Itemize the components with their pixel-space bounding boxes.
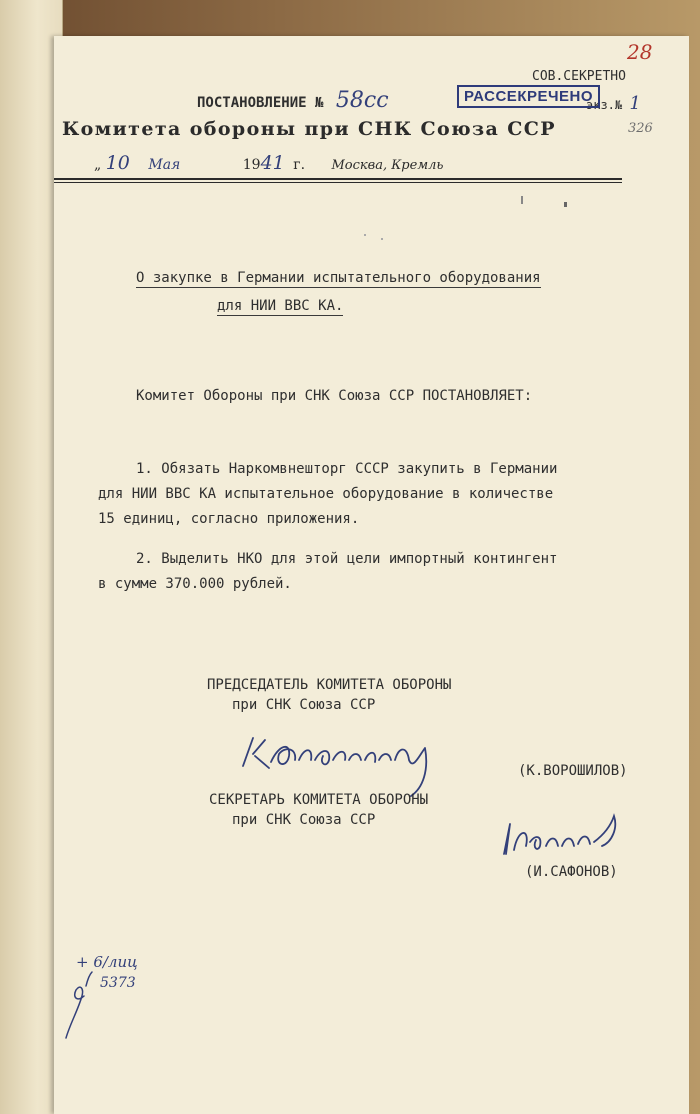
- date-prefix: „: [94, 157, 102, 173]
- resolution-number: 58сс: [335, 88, 389, 113]
- header-rule-2: [54, 182, 622, 183]
- item1-line-3: 15 единиц, согласно приложения.: [98, 511, 360, 527]
- date-line: [94, 152, 443, 174]
- date-day: 10: [105, 152, 130, 174]
- title-prefix: ПОСТАНОВЛЕНИЕ №: [197, 95, 324, 111]
- header-rule-1: [54, 178, 622, 180]
- subject-line-1: [136, 270, 541, 286]
- document-page: [54, 36, 689, 1114]
- paper-mark: [521, 196, 523, 204]
- chairman-signature: [239, 726, 459, 786]
- margin-note-2: 5373: [100, 975, 136, 991]
- classification-mark: СОВ.СЕКРЕТНО: [532, 69, 626, 84]
- secretary-title-1: СЕКРЕТАРЬ КОМИТЕТА ОБОРОНЫ: [209, 792, 429, 808]
- margin-note-1: + 6/лиц: [76, 953, 138, 971]
- resolution-title: [197, 88, 389, 113]
- item1-line-2: для НИИ ВВС КА испытательное оборудование в количестве: [98, 486, 554, 502]
- item1-line-1: 1. Обязать Наркомвнешторг СССР закупить в Германии: [136, 461, 558, 477]
- sheet-number-red: 28: [627, 40, 653, 64]
- paper-mark: [564, 202, 567, 207]
- subject-line-2-text: для НИИ ВВС КА.: [217, 298, 344, 314]
- copy-number: 1: [629, 93, 641, 114]
- date-suffix: г.: [293, 157, 306, 173]
- chairman-title-1: ПРЕДСЕДАТЕЛЬ КОМИТЕТА ОБОРОНЫ: [207, 677, 452, 693]
- secretary-name: (И.САФОНОВ): [525, 864, 618, 880]
- chairman-title-2: при СНК Союза ССР: [232, 697, 376, 713]
- copy-label-text: экз.№: [586, 98, 623, 112]
- secretary-signature: [496, 806, 636, 866]
- item2-line-2: в сумме 370.000 рублей.: [98, 576, 292, 592]
- item2-line-1: 2. Выделить НКО для этой цели импортный контингент: [136, 551, 558, 567]
- declassified-stamp: РАССЕКРЕЧЕНО: [457, 85, 600, 108]
- date-month: Мая: [148, 157, 181, 173]
- paper-mark: [381, 238, 383, 240]
- margin-scribble: [58, 966, 98, 1046]
- subject-line-1-text: О закупке в Германии испытательного оборудования: [136, 270, 541, 286]
- place: Москва, Кремль: [331, 158, 444, 173]
- date-year-prefix: 19: [242, 157, 261, 173]
- sheet-number-pencil: 326: [628, 121, 653, 136]
- subject-line-2: [217, 298, 343, 314]
- paper-mark: [364, 234, 366, 236]
- resolution-line: Комитет Обороны при СНК Союза ССР ПОСТАНОВЛЯЕТ:: [136, 388, 533, 404]
- committee-line: Комитета обороны при СНК Союза ССР: [62, 118, 556, 140]
- date-year-suffix: 41: [260, 152, 285, 174]
- chairman-name: (К.ВОРОШИЛОВ): [518, 763, 628, 779]
- secretary-title-2: при СНК Союза ССР: [232, 812, 376, 828]
